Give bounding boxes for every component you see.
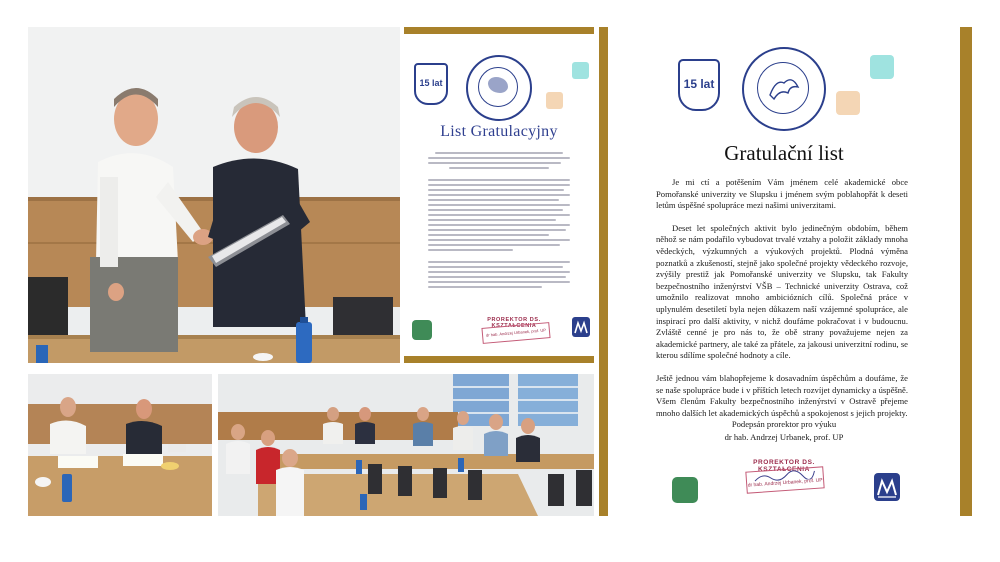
badge-years: 15 lat (683, 77, 715, 91)
signature-line-1: Podepsán prorektor pro výuku (731, 419, 837, 429)
decor-peach-square (836, 91, 860, 115)
mini-stamp-name: dr hab. Andrzej Urbanek, prof. UP (485, 327, 547, 338)
letter-paragraph-3: Ještě jednou vám blahopřejeme k dosavadním úspěchům a doufáme, že se naše spolupráce bude i v příštích letech rozvíjet dynamicky a úspěšně. Všem členům Fakulty bezpečnostního inženýrství v Ostravě přejeme mnoho dalších let akademických úspěchů a spokojenost s jejich projekty. (656, 372, 908, 418)
gold-divider (599, 27, 608, 516)
faculty-logo-icon (874, 473, 900, 501)
decor-teal-square (572, 62, 589, 79)
letter-paragraph-2: Deset let společných aktivit bylo jedinečným obdobím, během něhož se nám podařilo vybudovat trvalé vztahy a položit základy mnoha vědeckých, výzkumných a výukových projektů. Plodná výměna poznatků a zkušeností, stejně jako společné projekty vědeckého rozvoje, zvýšily prestiž jak Pomořanské univerzity ve Slupsku, tak Fakulty bezpečnostního inženýrství VŠB – Technické univerzity Ostrava, což umožnilo realizovat mnoho ambiciózních cílů. Společná práce v uplynulém desetiletí byla nejen důkazem naší vzájemné spolupráce, ale inspirací pro další aktivity, v nichž doufáme pokračovat i v budoucnu. Zvláště cenné je pro nás to, že obě strany považujeme nejen za akademické partnery, ale také za přátele, za jakousi univerzitní rodinu, se kterou sdílíme společné hodnoty a cíle. (656, 222, 908, 361)
letter-bottom-border (404, 356, 594, 363)
badge-years: 15 lat (419, 78, 443, 88)
stamp-signature-icon (745, 466, 824, 493)
mini-congratulation-letter (404, 27, 594, 363)
letter-top-border (404, 27, 594, 34)
university-seal-icon (466, 55, 532, 121)
anniversary-badge-icon (414, 63, 448, 105)
photo-handshake (28, 27, 400, 363)
decor-teal-square (870, 55, 894, 79)
letter-title: Gratulační list (724, 141, 844, 165)
anniversary-badge-icon (678, 59, 720, 111)
stamp-name: dr hab. Andrzej Urbanek, prof. UP (747, 477, 823, 489)
photo-signing (28, 374, 212, 516)
letter-body (656, 177, 908, 419)
faculty-logo-icon (572, 317, 590, 337)
mini-letter-title: List Gratulacyjny (440, 123, 558, 140)
mini-stamp-label: PROREKTOR DS. KSZTAŁCENIA (487, 317, 541, 329)
university-seal-icon (742, 47, 826, 131)
signature-line-2: dr hab. Andrzej Urbanek, prof. UP (724, 432, 844, 442)
photo-meeting-room (218, 374, 594, 516)
mini-letter-body (428, 149, 570, 291)
decor-green-square (672, 477, 698, 503)
stamp-label: PROREKTOR DS. KSZTAŁCENIA (753, 459, 815, 473)
decor-green-square (412, 320, 432, 340)
gold-border-right (960, 27, 972, 516)
decor-peach-square (546, 92, 563, 109)
congratulation-letter (608, 27, 960, 516)
letter-paragraph-1: Je mi ctí a potěšením Vám jménem celé akademické obce Pomořanské univerzity ve Slupsku i jménem svým poblahopřát k deseti letům úspěšné spolupráce mezi našimi univerzitami. (656, 177, 908, 211)
